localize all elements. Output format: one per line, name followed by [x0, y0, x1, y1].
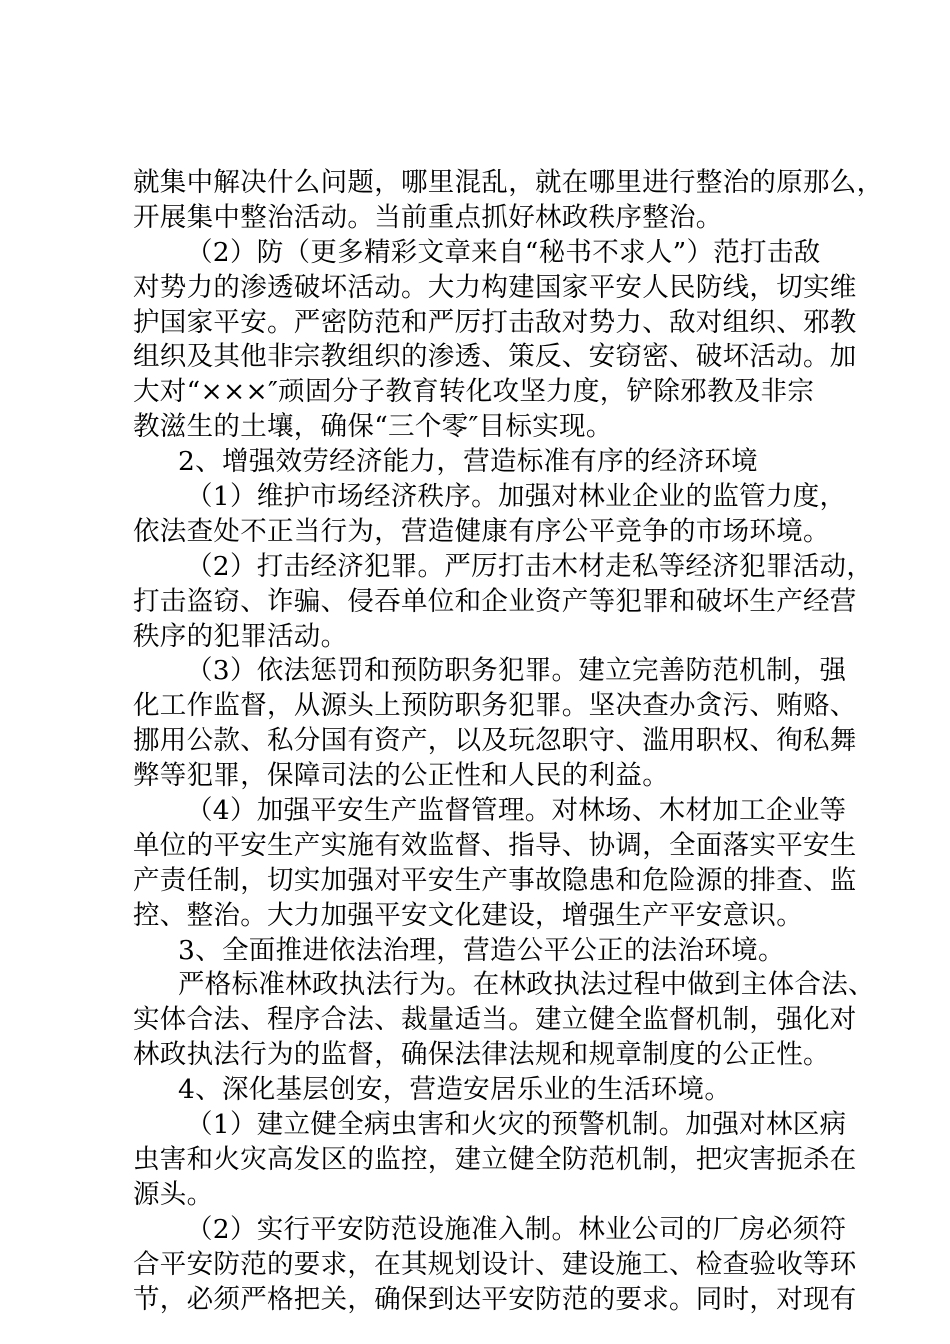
text-line: 实体合法、程序合法、裁量适当。建立健全监督机制，强化对 — [133, 1004, 857, 1036]
text-line: （3）依法惩罚和预防职务犯罪。建立完善防范机制，强 — [186, 655, 847, 687]
text-line: 合平安防范的要求，在其规划设计、建设施工、检查验收等环 — [133, 1248, 857, 1280]
text-line: 单位的平安生产实施有效监督、指导、协调，全面落实平安生 — [133, 829, 857, 861]
text-line: 开展集中整治活动。当前重点抓好林政秩序整治。 — [133, 201, 723, 233]
text-line: 打击盗窃、诈骗、侵吞单位和企业资产等犯罪和破坏生产经营 — [133, 585, 857, 617]
text-line: （4）加强平安生产监督管理。对林场、木材加工企业等 — [186, 795, 847, 827]
text-line: （2）实行平安防范设施准入制。林业公司的厂房必须符 — [186, 1213, 847, 1245]
text-line: 就集中解决什么问题，哪里混乱，就在哪里进行整治的原那么， — [133, 167, 884, 198]
text-line: 虫害和火灾高发区的监控，建立健全防范机制，把灾害扼杀在 — [133, 1143, 857, 1175]
text-line: 秩序的犯罪活动。 — [133, 620, 348, 652]
text-line: 控、整治。大力加强平安文化建设，增强生产平安意识。 — [133, 899, 803, 931]
text-line: 4、深化基层创安，营造安居乐业的生活环境。 — [178, 1074, 732, 1106]
text-line: （1）建立健全病虫害和火灾的预警机制。加强对林区病 — [186, 1109, 847, 1141]
text-line: （1）维护市场经济秩序。加强对林业企业的监管力度， — [186, 481, 847, 513]
text-line: 林政执法行为的监督，确保法律法规和规章制度的公正性。 — [133, 1039, 830, 1071]
document-body — [133, 166, 884, 1317]
text-line: 产责任制，切实加强对平安生产事故隐患和危险源的排查、监 — [133, 864, 857, 896]
text-line: 节，必须严格把关，确保到达平安防范的要求。同时，对现有 — [133, 1283, 857, 1315]
text-line: （2）打击经济犯罪。严厉打击木材走私等经济犯罪活动， — [186, 550, 874, 582]
text-line: 教滋生的土壤，确保“三个零″目标实现。 — [133, 411, 613, 443]
text-line: 化工作监督，从源头上预防职务犯罪。坚决查办贪污、贿赂、 — [133, 690, 857, 722]
text-line: （2）防（更多精彩文章来自“秘书不求人”）范打击敌 — [186, 236, 821, 268]
text-line: 严格标准林政执法行为。在林政执法过程中做到主体合法、 — [178, 969, 875, 1001]
text-line: 对势力的渗透破坏活动。大力构建国家平安人民防线，切实维 — [133, 271, 857, 303]
text-line: 依法查处不正当行为，营造健康有序公平竞争的市场环境。 — [133, 515, 830, 547]
text-line: 护国家平安。严密防范和严厉打击敌对势力、敌对组织、邪教 — [133, 306, 857, 338]
text-line: 弊等犯罪，保障司法的公正性和人民的利益。 — [133, 760, 669, 792]
text-line: 组织及其他非宗教组织的渗透、策反、安窃密、破坏活动。加 — [133, 341, 857, 373]
text-line: 源头。 — [133, 1178, 214, 1210]
text-line: 大对“×××″顽固分子教育转化攻坚力度，铲除邪教及非宗 — [133, 376, 815, 408]
text-line: 挪用公款、私分国有资产，以及玩忽职守、滥用职权、徇私舞 — [133, 725, 857, 757]
text-line: 2、增强效劳经济能力，营造标准有序的经济环境 — [178, 446, 758, 478]
text-line: 3、全面推进依法治理，营造公平公正的法治环境。 — [178, 934, 785, 966]
